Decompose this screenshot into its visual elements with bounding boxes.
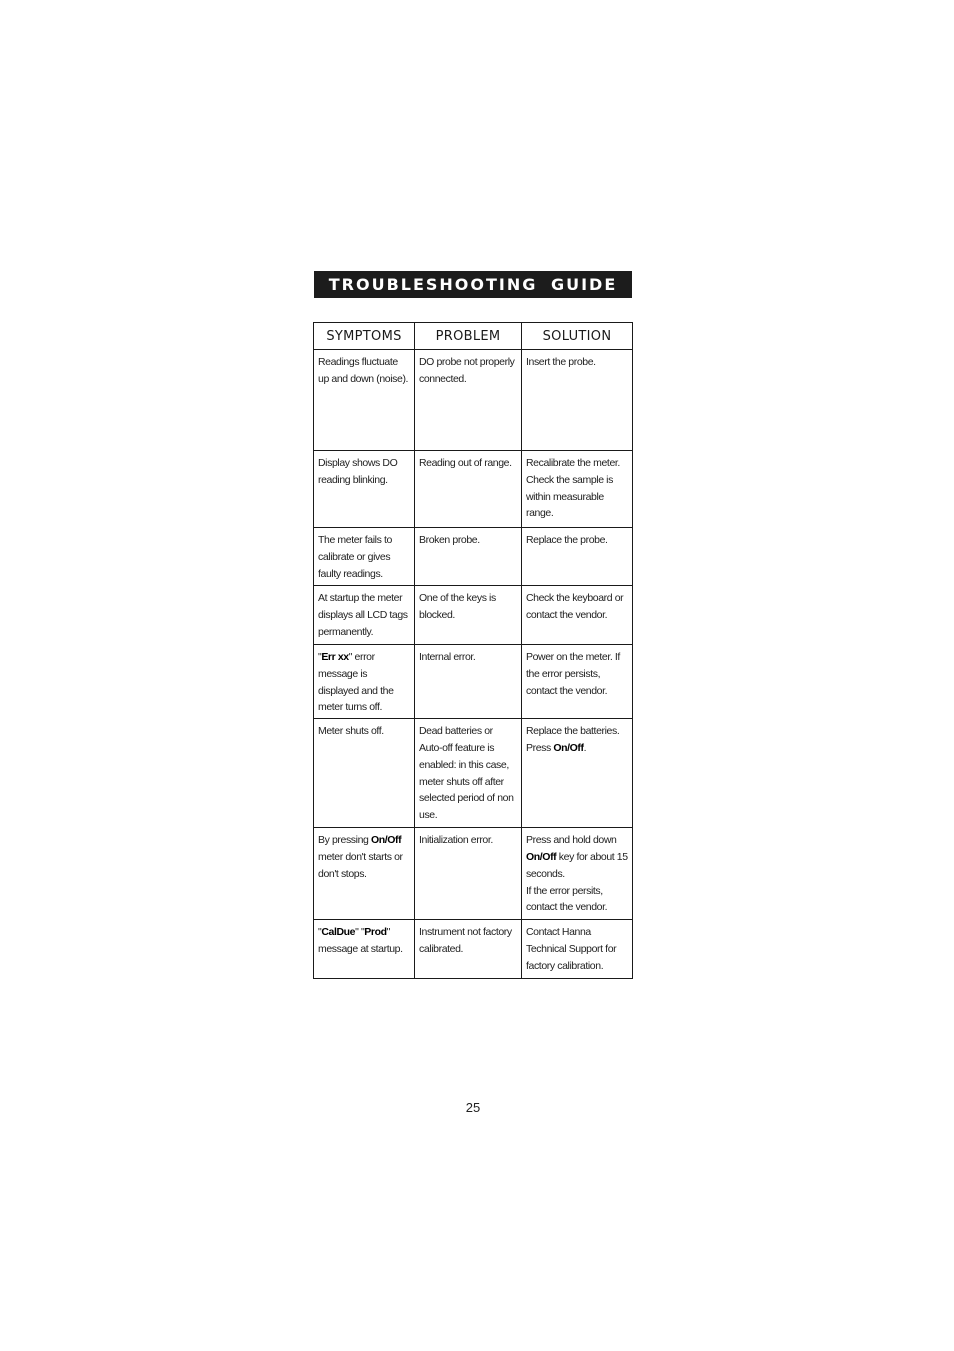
problem-cell: Internal error. xyxy=(415,645,522,719)
table-row xyxy=(314,350,633,451)
solution-cell: Power on the meter. If the error persists, contact the vendor. xyxy=(522,645,633,719)
table-row xyxy=(314,645,633,719)
problem-cell: One of the keys is blocked. xyxy=(415,586,522,645)
header-problem: PROBLEM xyxy=(415,323,522,350)
table-row xyxy=(314,586,633,645)
page-number: 25 xyxy=(465,1100,481,1115)
solution-cell: Contact Hanna Technical Support for factory calibration. xyxy=(522,920,633,979)
keyword-onoff: On/Off xyxy=(370,834,402,847)
symptom-cell: Readings fluctuate up and down (noise). xyxy=(314,350,415,451)
symptom-cell: Meter shuts off. xyxy=(314,719,415,828)
keyword-prod: Prod xyxy=(364,926,387,939)
symptom-cell: At startup the meter displays all LCD tags permanently. xyxy=(314,586,415,645)
table-row xyxy=(314,451,633,528)
page-title: TROUBLESHOOTING GUIDE xyxy=(328,275,618,294)
table-row xyxy=(314,828,633,920)
troubleshooting-table xyxy=(313,322,633,979)
symptom-cell: By pressing On/Off meter don't starts or don't stops. xyxy=(314,828,415,920)
solution-cell: Replace the batteries. Press On/Off. xyxy=(522,719,633,828)
problem-cell: Initialization error. xyxy=(415,828,522,920)
symptom-cell: "Err xx" error message is displayed and the meter turns off. xyxy=(314,645,415,719)
table-row xyxy=(314,528,633,586)
header-solution: SOLUTION xyxy=(522,323,633,350)
solution-cell: Insert the probe. xyxy=(522,350,633,451)
solution-cell: Recalibrate the meter. Check the sample is within measurable range. xyxy=(522,451,633,528)
solution-cell: Replace the probe. xyxy=(522,528,633,586)
solution-cell: Check the keyboard or contact the vendor. xyxy=(522,586,633,645)
problem-cell: Instrument not factory calibrated. xyxy=(415,920,522,979)
problem-cell: DO probe not properly connected. xyxy=(415,350,522,451)
keyword-err: Err xx xyxy=(321,651,349,663)
symptom-cell: "CalDue" "Prod" message at startup. xyxy=(314,920,415,979)
problem-cell: Dead batteries or Auto-off feature is enabled: in this case, meter shuts off after selected period of non use. xyxy=(415,719,522,828)
title-bar xyxy=(314,271,632,298)
table-header-row xyxy=(314,323,633,350)
keyword-caldue: CalDue xyxy=(321,926,356,939)
problem-cell: Broken probe. xyxy=(415,528,522,586)
problem-cell: Reading out of range. xyxy=(415,451,522,528)
solution-cell: Press and hold down On/Off key for about 15 seconds. If the error persits, contact the vendor. xyxy=(522,828,633,920)
keyword-onoff: On/Off xyxy=(526,850,557,863)
table-row xyxy=(314,719,633,828)
symptom-cell: Display shows DO reading blinking. xyxy=(314,451,415,528)
table-row xyxy=(314,920,633,979)
keyword-onoff: On/Off xyxy=(553,741,584,754)
header-symptoms: SYMPTOMS xyxy=(314,323,415,350)
symptom-cell: The meter fails to calibrate or gives faulty readings. xyxy=(314,528,415,586)
